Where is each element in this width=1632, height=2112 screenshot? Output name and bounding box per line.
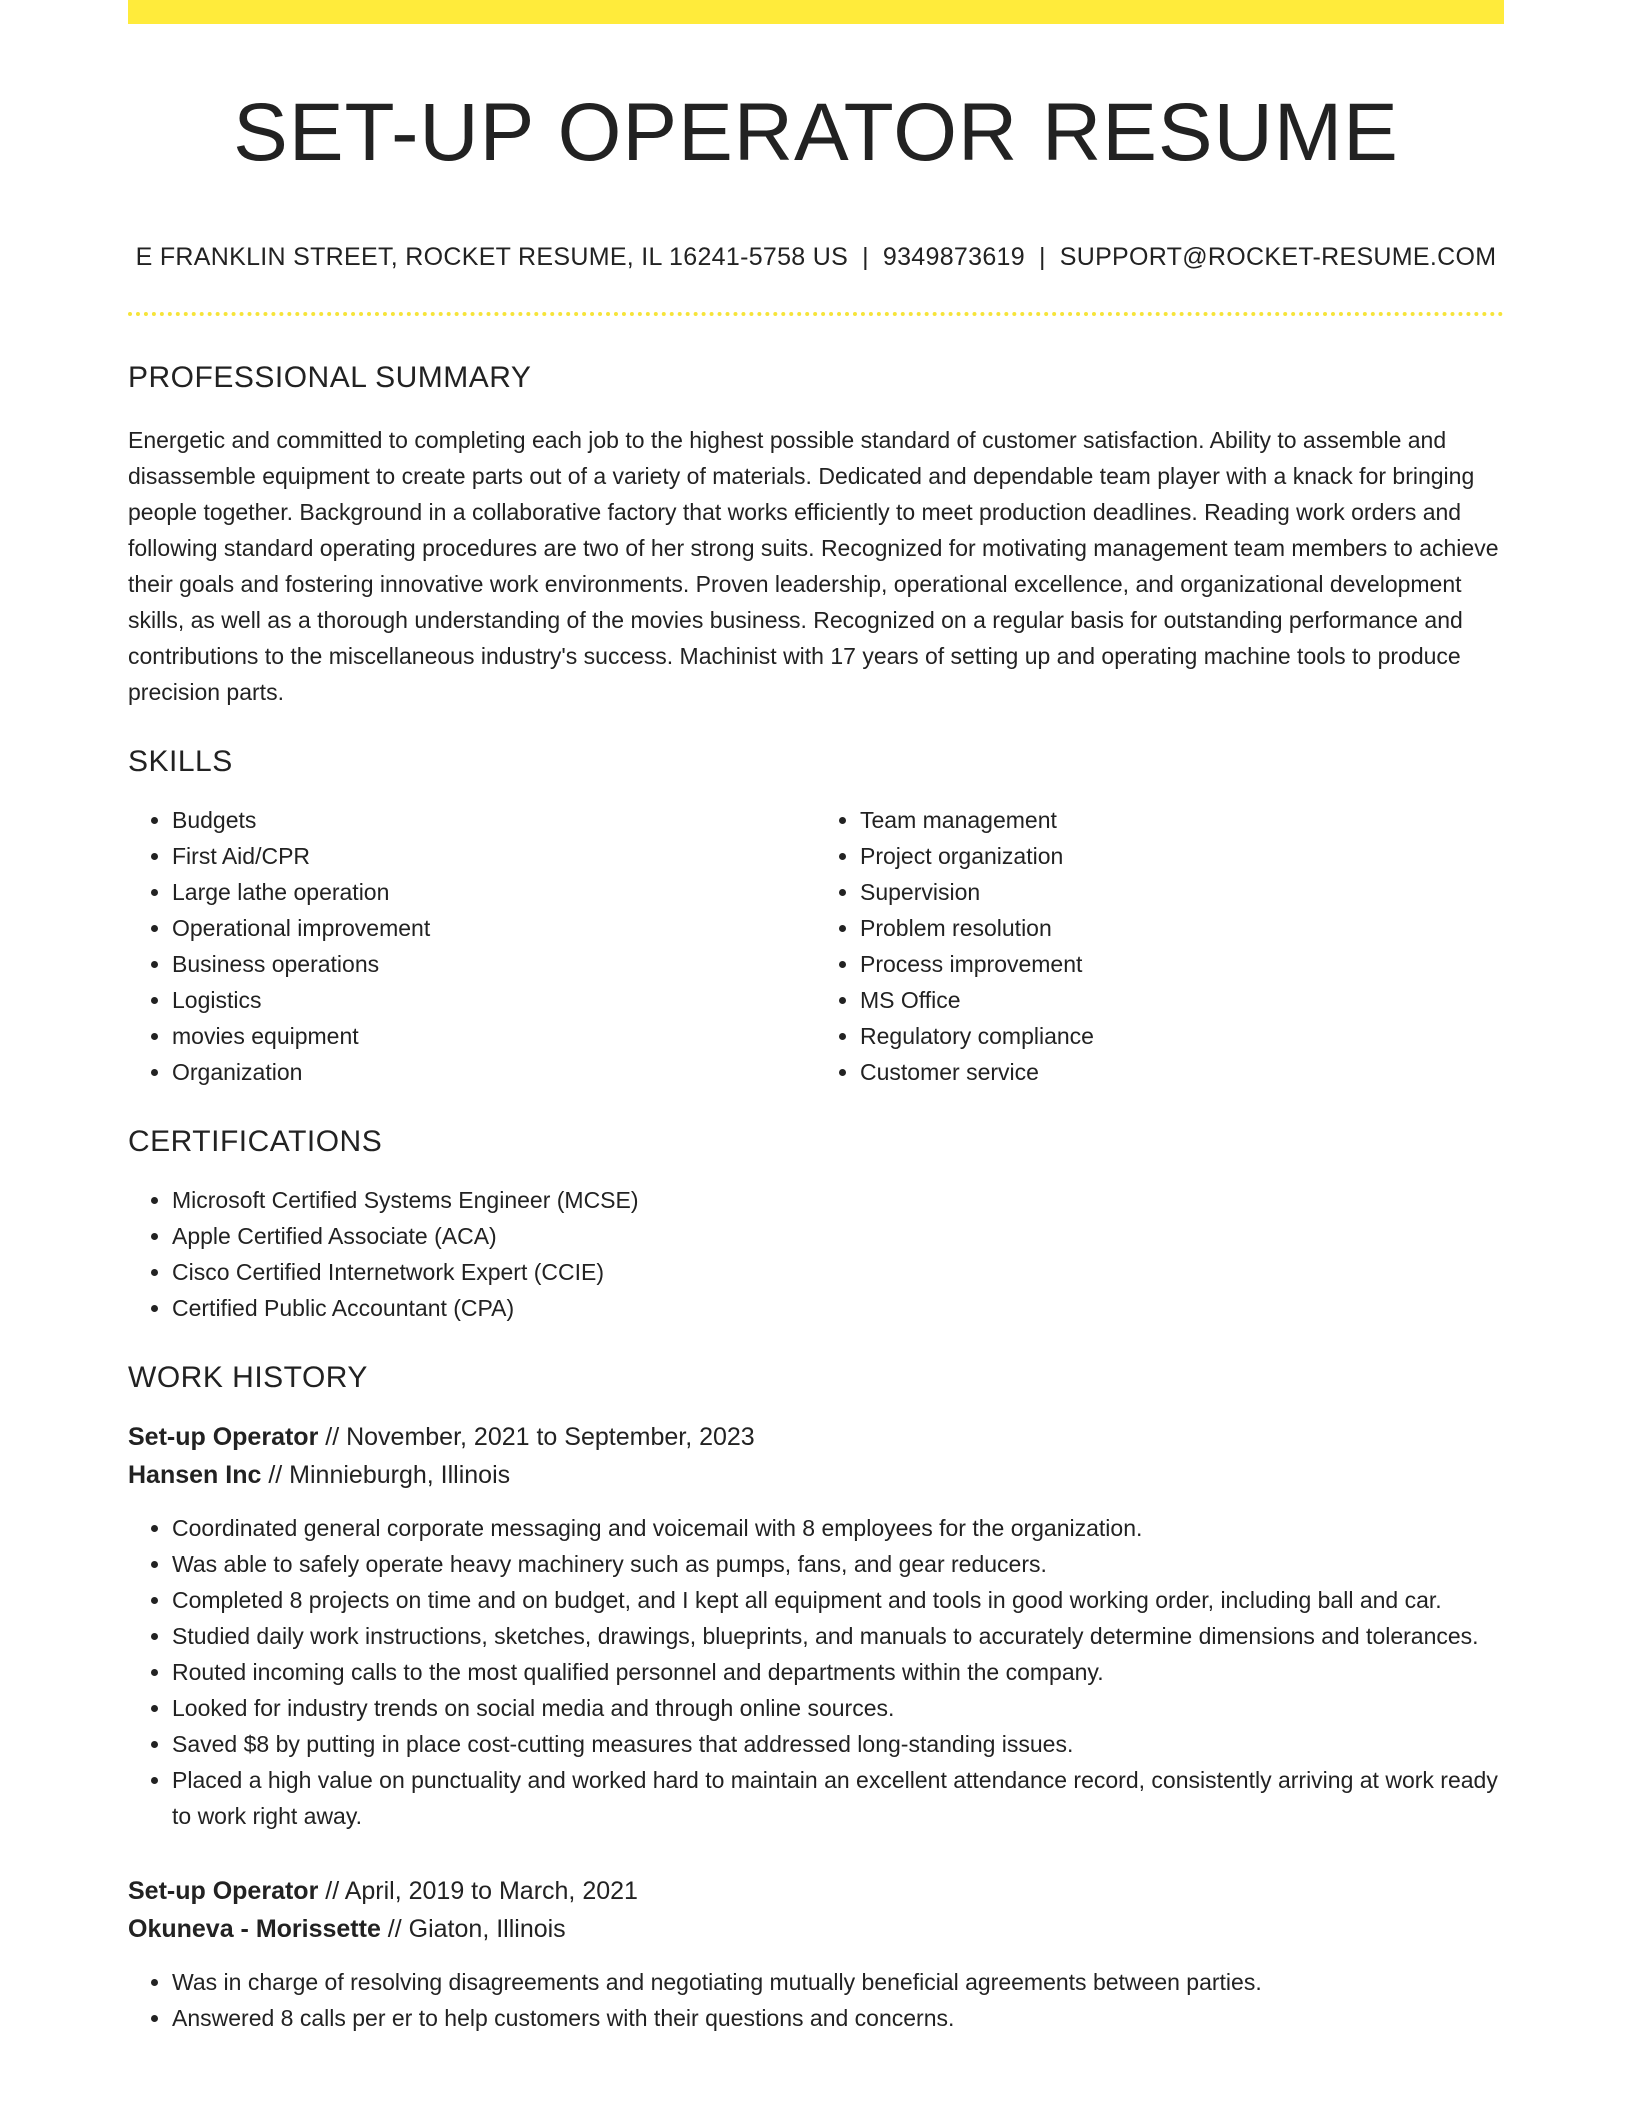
- job-duty-item: • Answered 8 calls per er to help customers with their questions and concerns.: [172, 2000, 1504, 2036]
- job-duty-item: • Saved $8 by putting in place cost-cutting measures that addressed long-standing issues.: [172, 1726, 1504, 1762]
- contact-line: [128, 242, 1504, 272]
- job-company-line: [128, 1456, 1504, 1494]
- certifications-list: [128, 1182, 1504, 1326]
- skill-item: • Team management: [860, 802, 1504, 838]
- job-dates: April, 2019 to March, 2021: [344, 1877, 638, 1906]
- skill-item: • Customer service: [860, 1054, 1504, 1090]
- job-title: Set-up Operator: [128, 1423, 319, 1452]
- accent-top-bar: [128, 0, 1504, 24]
- skill-item: • movies equipment: [172, 1018, 816, 1054]
- job-separator: //: [318, 1877, 345, 1906]
- job-location: Minnieburgh, Illinois: [289, 1461, 511, 1490]
- skill-item: • First Aid/CPR: [172, 838, 816, 874]
- job-company: Hansen Inc: [128, 1461, 262, 1490]
- resume-title: SET-UP OPERATOR RESUME: [233, 87, 1399, 178]
- job-title-line: [128, 1418, 1504, 1456]
- job-company: Okuneva - Morissette: [128, 1915, 381, 1944]
- skill-item: • Logistics: [172, 982, 816, 1018]
- skill-item: • Process improvement: [860, 946, 1504, 982]
- job-dates: November, 2021 to September, 2023: [346, 1423, 755, 1452]
- job-duty-item: • Was able to safely operate heavy machinery such as pumps, fans, and gear reducers.: [172, 1546, 1504, 1582]
- skill-item: • Operational improvement: [172, 910, 816, 946]
- resume-page: [128, 0, 1504, 2036]
- skill-item: • Project organization: [860, 838, 1504, 874]
- skill-item: • Business operations: [172, 946, 816, 982]
- skill-item: • Problem resolution: [860, 910, 1504, 946]
- certifications-heading: CERTIFICATIONS: [128, 1125, 383, 1159]
- job-duties-list: [128, 1510, 1504, 1834]
- skills-list-right: [816, 802, 1504, 1090]
- skills-columns: [128, 802, 1504, 1090]
- contact-separator: |: [862, 243, 869, 272]
- job-duties-list: [128, 1964, 1504, 2036]
- job-duty-item: • Completed 8 projects on time and on budget, and I kept all equipment and tools in good working order, including ball and car.: [172, 1582, 1504, 1618]
- summary-text: Energetic and committed to completing each job to the highest possible standard of customer satisfaction. Ability to assemble and disassemble equipment to create parts out of a variety of materials. Dedicated and dependable team player with a knack for bringing people together. Background in a collaborative factory that works efficiently to meet production deadlines. Reading work orders and following standard operating procedures are two of her strong suits. Recognized for motivating management team members to achieve their goals and fostering innovative work environments. Proven leadership, operational excellence, and organizational development skills, as well as a thorough understanding of the movies business. Recognized on a regular basis for outstanding performance and contributions to the miscellaneous industry's success. Machinist with 17 years of setting up and operating machine tools to produce precision parts.: [128, 427, 1499, 706]
- job-separator: //: [318, 1423, 347, 1452]
- job-duty-item: • Coordinated general corporate messaging and voicemail with 8 employees for the organization.: [172, 1510, 1504, 1546]
- job-duty-item: • Studied daily work instructions, sketches, drawings, blueprints, and manuals to accurately determine dimensions and tolerances.: [172, 1618, 1504, 1654]
- job-location: Giaton, Illinois: [408, 1915, 566, 1944]
- skills-heading: SKILLS: [128, 745, 233, 779]
- job-separator: //: [261, 1461, 290, 1490]
- skill-item: • Organization: [172, 1054, 816, 1090]
- skill-item: • Budgets: [172, 802, 816, 838]
- contact-separator: |: [1038, 243, 1046, 272]
- summary-heading: PROFESSIONAL SUMMARY: [128, 361, 532, 395]
- dotted-divider: [128, 312, 1504, 316]
- job-title: Set-up Operator: [128, 1877, 319, 1906]
- job-duty-item: • Routed incoming calls to the most qualified personnel and departments within the company.: [172, 1654, 1504, 1690]
- skill-item: • MS Office: [860, 982, 1504, 1018]
- certification-item: • Certified Public Accountant (CPA): [172, 1290, 1504, 1326]
- job-separator: //: [380, 1915, 409, 1944]
- job-company-line: [128, 1910, 1504, 1948]
- job-duty-item: • Placed a high value on punctuality and worked hard to maintain an excellent attendance record, consistently arriving at work ready to work right away.: [172, 1762, 1504, 1834]
- skill-item: • Supervision: [860, 874, 1504, 910]
- certification-item: • Apple Certified Associate (ACA): [172, 1218, 1504, 1254]
- job-title-line: [128, 1872, 1504, 1910]
- contact-email[interactable]: SUPPORT@ROCKET-RESUME.COM: [1059, 243, 1497, 272]
- job-duty-item: • Looked for industry trends on social media and through online sources.: [172, 1690, 1504, 1726]
- work-history-heading: WORK HISTORY: [128, 1361, 368, 1395]
- contact-address: E FRANKLIN STREET, ROCKET RESUME, IL 16241-5758 US: [135, 243, 849, 272]
- job-duty-item: • Was in charge of resolving disagreements and negotiating mutually beneficial agreements between parties.: [172, 1964, 1504, 2000]
- skill-item: • Large lathe operation: [172, 874, 816, 910]
- certification-item: • Cisco Certified Internetwork Expert (CCIE): [172, 1254, 1504, 1290]
- contact-phone: 9349873619: [882, 243, 1025, 272]
- skill-item: • Regulatory compliance: [860, 1018, 1504, 1054]
- skills-list-left: [128, 802, 816, 1090]
- certification-item: • Microsoft Certified Systems Engineer (MCSE): [172, 1182, 1504, 1218]
